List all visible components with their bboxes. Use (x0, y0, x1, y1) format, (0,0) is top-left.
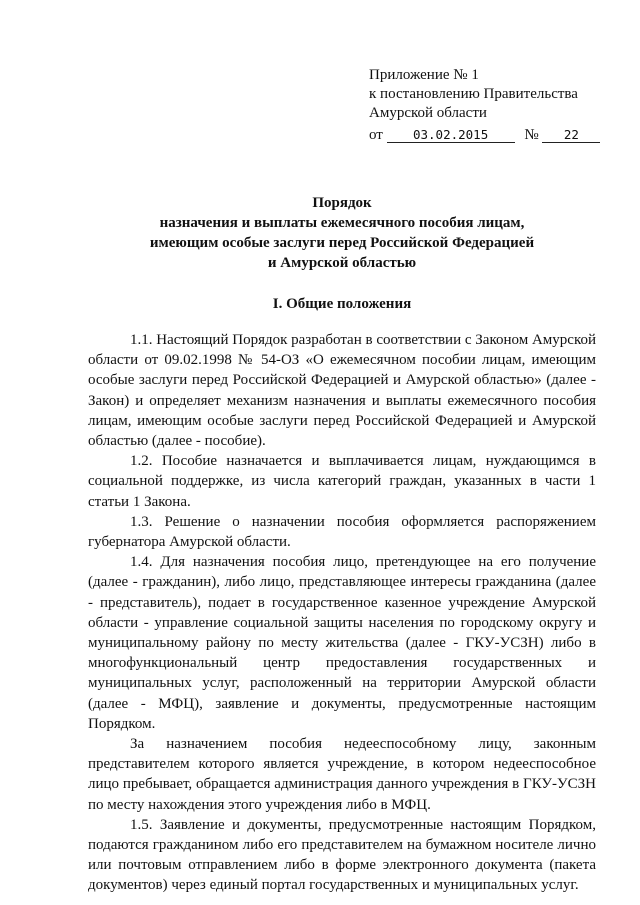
paragraph-1-1: 1.1. Настоящий Порядок разработан в соответствии с Законом Амурской области от 09.02.1998 № 54-ОЗ «О ежемесячном пособии лицам, имеющим особые заслуги перед Российской Федерацией и Амурской областью» (далее - Закон) и определяет механизм назначения и выплаты ежемесячного пособия лицам, имеющим особые заслуги перед Российской Федерацией и Амурской областью (далее - пособие). (88, 332, 596, 450)
paragraph-1-4-cont: За назначением пособия недееспособному лицу, законным представителем которого является учреждение, в котором недееспособное лицо пребывает, обращается администрация данного учреждения в ГКУ-УСЗН по месту нахождения этого учреждения либо в МФЦ. (88, 736, 596, 813)
title-line-3: имеющим особые заслуги перед Российской Федерацией (149, 235, 535, 251)
document-title (88, 193, 596, 273)
paragraph-1-4: 1.4. Для назначения пособия лицо, претендующее на его получение (далее - гражданин), либо лицо, представляющее интересы гражданина (далее - представитель), подает в государственное казенное учреждение Амурской области - управление социальной защиты населения по городскому округу и муниципальному району по месту жительства (далее - ГКУ-УСЗН) либо в многофункциональный центр предоставления государственных и муниципальных услуг, расположенный на территории Амурской области (далее - МФЦ), заявление и документы, предусмотренные настоящим Порядком. (88, 554, 596, 732)
number-field: 22 (542, 128, 600, 143)
title-line-4: и Амурской областью (267, 255, 417, 271)
date-label: от (369, 127, 383, 143)
paragraph-1-5: 1.5. Заявление и документы, предусмотренные настоящим Порядком, подаются гражданином либо его представителем на бумажном носителе лично или почтовым отправлением либо в форме электронного документа (пакета документов) через единый портал государственных и муниципальных услуг. (88, 816, 596, 894)
number-label: № (524, 127, 539, 143)
title-line-1: Порядок (312, 195, 372, 211)
document-body (88, 330, 596, 896)
title-line-2: назначения и выплаты ежемесячного пособия лицам, (159, 215, 525, 231)
paragraph-1-3: 1.3. Решение о назначении пособия оформляется распоряжением губернатора Амурской области. (88, 513, 596, 551)
appendix-line-1: Приложение № 1 (369, 67, 479, 83)
appendix-block (369, 66, 609, 145)
section-heading: I. Общие положения (272, 296, 412, 312)
paragraph-1-2: 1.2. Пособие назначается и выплачивается лицам, нуждающимся в социальной поддержке, из числа категорий граждан, указанных в части 1 статьи 1 Закона. (88, 453, 596, 510)
appendix-line-3: Амурской области (369, 105, 487, 121)
appendix-line-2: к постановлению Правительства (369, 86, 578, 102)
appendix-date-line (369, 126, 609, 145)
date-field: 03.02.2015 (387, 128, 515, 143)
